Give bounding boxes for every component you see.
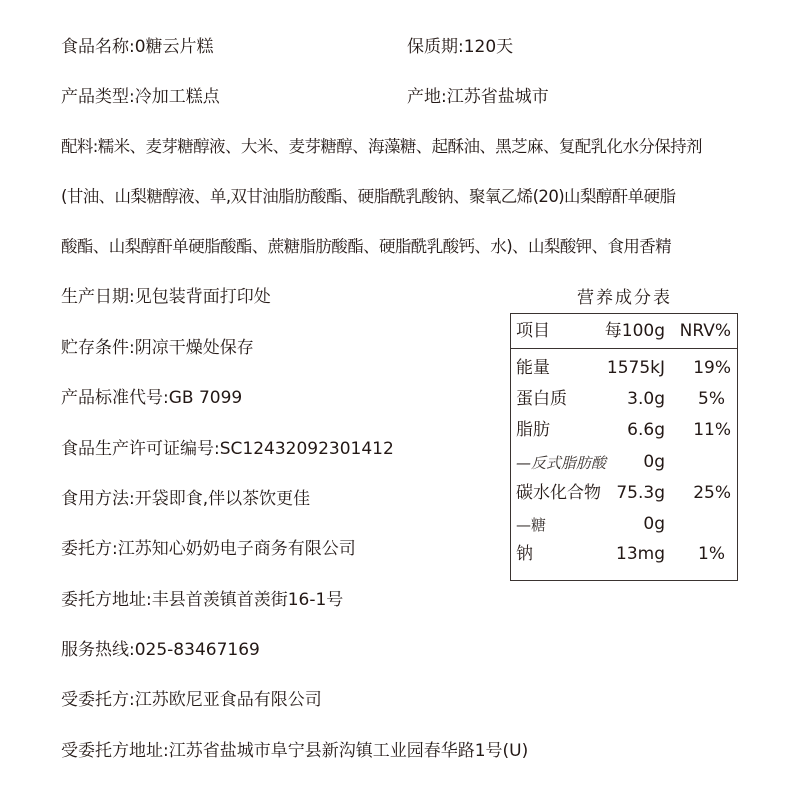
- client-address: 委托方地址:丰县首羡镇首羡街16-1号: [61, 590, 344, 610]
- row-item: 钠: [516, 544, 533, 564]
- origin: 产地:江苏省盐城市: [407, 87, 549, 107]
- header-item: 项目: [516, 321, 550, 341]
- header-nrv: NRV%: [679, 321, 731, 341]
- product-name: 食品名称:0糖云片糕: [61, 37, 214, 57]
- row-value: 0g: [643, 452, 665, 472]
- row-item: 碳水化合物: [516, 483, 601, 503]
- ingredients-line-1: 配料:糯米、麦芽糖醇液、大米、麦芽糖醇、海藻糖、起酥油、黑芝麻、复配乳化水分保持剂: [61, 137, 702, 156]
- row-value: 1575kJ: [606, 358, 665, 378]
- manufacturer: 受委托方:江苏欧尼亚食品有限公司: [61, 690, 322, 710]
- row-nrv: 25%: [693, 483, 731, 503]
- row-item: 脂肪: [516, 420, 550, 440]
- row-nrv: 5%: [698, 389, 725, 409]
- ingredients-line-2: (甘油、山梨糖醇液、单,双甘油脂肪酸酯、硬脂酰乳酸钠、聚氧乙烯(20)山梨醇酐单硬脂: [61, 187, 676, 206]
- nutrition-table-header: [511, 314, 737, 349]
- row-value: 75.3g: [616, 483, 665, 503]
- product-type: 产品类型:冷加工糕点: [61, 87, 220, 107]
- row-item: —反式脂肪酸: [516, 454, 607, 472]
- license-number: 食品生产许可证编号:SC12432092301412: [61, 439, 394, 459]
- nutrition-table-title: 营养成分表: [577, 288, 672, 308]
- header-per100g: 每100g: [604, 321, 665, 341]
- row-item: —糖: [516, 516, 547, 534]
- row-item: 蛋白质: [516, 389, 567, 409]
- row-nrv: 19%: [693, 358, 731, 378]
- storage-conditions: 贮存条件:阴凉干燥处保存: [61, 338, 254, 358]
- client-company: 委托方:江苏知心奶奶电子商务有限公司: [61, 539, 356, 559]
- shelf-life: 保质期:120天: [407, 37, 514, 57]
- row-item: 能量: [516, 358, 550, 378]
- row-nrv: 11%: [693, 420, 731, 440]
- row-value: 0g: [643, 514, 665, 534]
- production-date: 生产日期:见包装背面打印处: [61, 287, 271, 307]
- row-value: 13mg: [616, 544, 665, 564]
- row-value: 3.0g: [627, 389, 665, 409]
- standard-code: 产品标准代号:GB 7099: [61, 388, 243, 408]
- service-hotline: 服务热线:025-83467169: [61, 640, 260, 660]
- ingredients-line-3: 酸酯、山梨醇酐单硬脂酸酯、蔗糖脂肪酸酯、硬脂酰乳酸钙、水)、山梨酸钾、食用香精: [61, 237, 672, 256]
- nutrition-table: [510, 313, 738, 581]
- row-nrv: 1%: [698, 544, 725, 564]
- manufacturer-address: 受委托方地址:江苏省盐城市阜宁县新沟镇工业园春华路1号(U): [61, 741, 529, 761]
- usage-method: 食用方法:开袋即食,伴以茶饮更佳: [61, 489, 311, 509]
- row-value: 6.6g: [627, 420, 665, 440]
